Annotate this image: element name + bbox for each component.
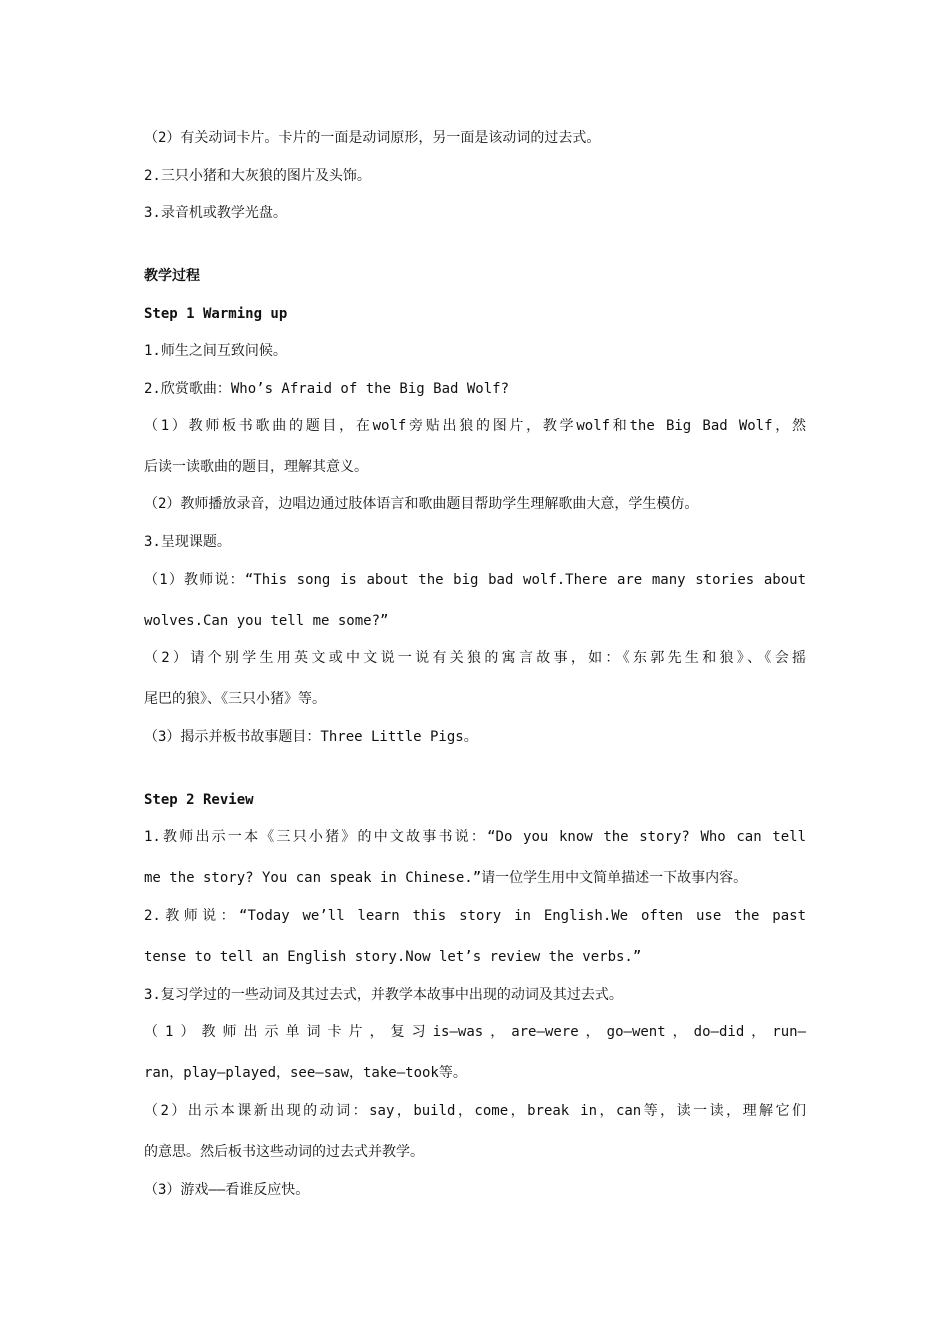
review-item-2-line-2: tense to tell an English story.Now let’s review the verbs.” [144,949,642,965]
warmup-item-2: 2.欣赏歌曲：Who’s Afraid of the Big Bad Wolf? [144,381,510,397]
warmup-item-2-1-line-2: 后读一读歌曲的题目，理解其意义。 [144,459,368,475]
review-item-3-1-line-2: ran，play—played，see—saw，take—took等。 [144,1065,467,1081]
section-heading-teaching-process: 教学过程 [144,268,200,284]
review-item-3-1-line-1: （1）教师出示单词卡片，复习is—was，are—were，go—went，do—did，run— [144,1024,806,1040]
prep-item-verb-cards: （2）有关动词卡片。卡片的一面是动词原形，另一面是该动词的过去式。 [144,130,601,146]
warmup-item-3-3: （3）揭示并板书故事题目：Three Little Pigs。 [144,729,478,745]
review-item-3-2-line-2: 的意思。然后板书这些动词的过去式并教学。 [144,1144,424,1160]
warmup-item-3-2-line-1: （2）请个别学生用英文或中文说一说有关狼的寓言故事，如：《东郭先生和狼》、《会摇 [144,650,806,666]
prep-item-pictures: 2.三只小猪和大灰狼的图片及头饰。 [144,168,371,184]
review-item-2-line-1: 2.教师说：“Today we’ll learn this story in English.We often use the past [144,908,806,924]
prep-item-recorder: 3.录音机或教学光盘。 [144,205,287,221]
warmup-item-2-1-line-1: （1）教师板书歌曲的题目，在wolf旁贴出狼的图片，教学wolf和the Big Bad Wolf，然 [144,418,806,434]
document-page [144,0,806,1344]
warmup-item-3-1-line-1: （1）教师说：“This song is about the big bad wolf.There are many stories about [144,572,806,588]
step-heading-warming-up: Step 1 Warming up [144,306,288,322]
step-heading-review: Step 2 Review [144,792,254,808]
review-item-1-line-2: me the story? You can speak in Chinese.”请一位学生用中文简单描述一下故事内容。 [144,870,748,886]
warmup-item-2-2: （2）教师播放录音，边唱边通过肢体语言和歌曲题目帮助学生理解歌曲大意，学生模仿。 [144,496,699,512]
warmup-item-3: 3.呈现课题。 [144,534,231,550]
review-item-3-2-line-1: （2）出示本课新出现的动词：say，build，come，break in，can等，读一读，理解它们 [144,1103,806,1119]
warmup-item-3-2-line-2: 尾巴的狼》、《三只小猪》等。 [144,691,326,707]
review-item-3-3: （3）游戏——看谁反应快。 [144,1182,310,1198]
warmup-item-1: 1.师生之间互致问候。 [144,343,287,359]
review-item-3: 3.复习学过的一些动词及其过去式，并教学本故事中出现的动词及其过去式。 [144,987,623,1003]
warmup-item-3-1-line-2: wolves.Can you tell me some?” [144,613,389,629]
review-item-1-line-1: 1.教师出示一本《三只小猪》的中文故事书说：“Do you know the story? Who can tell [144,829,806,845]
